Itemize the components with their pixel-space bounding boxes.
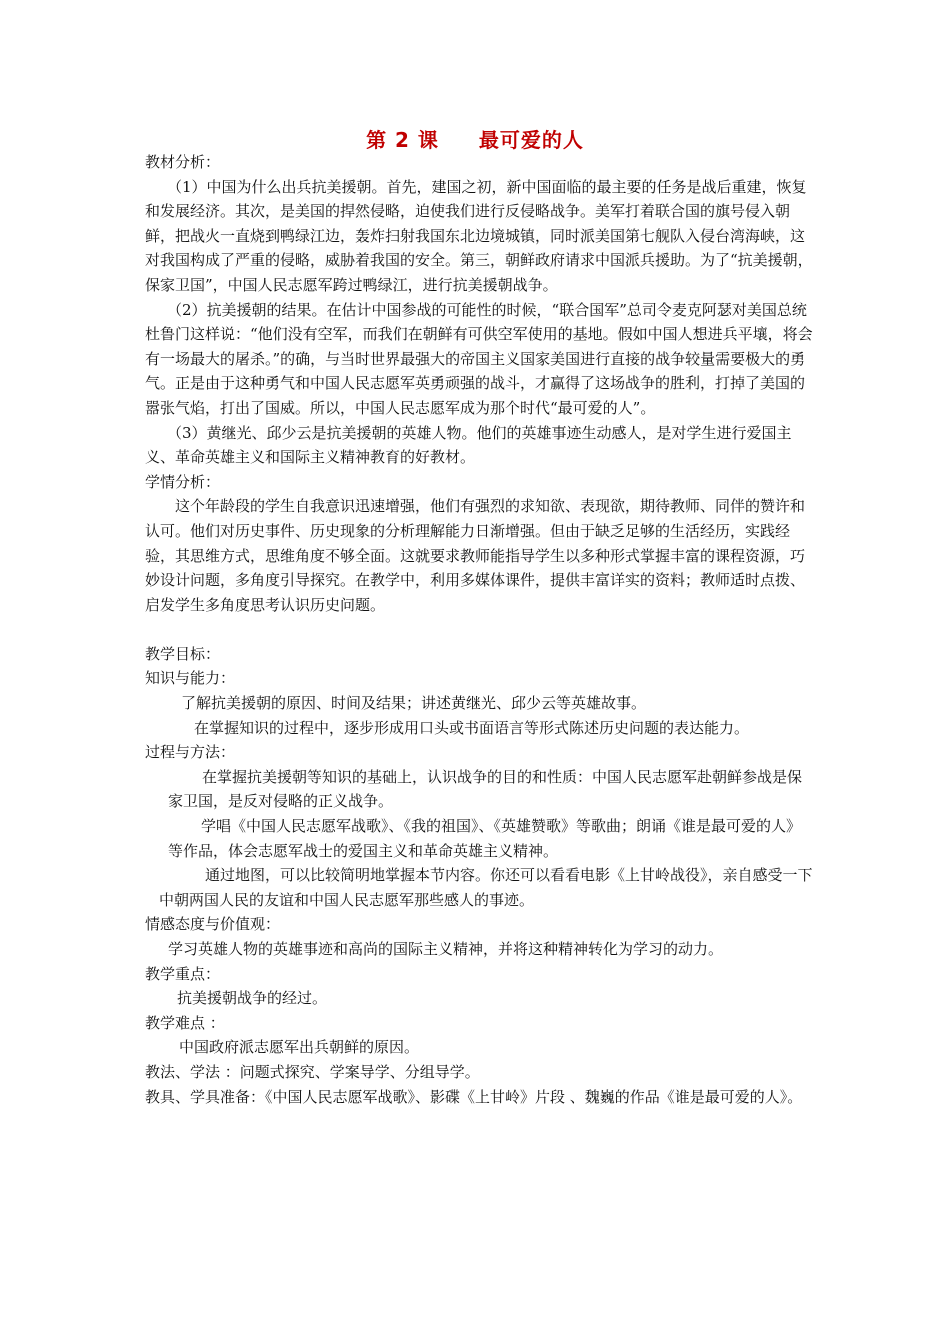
paragraph-teaching-methods: 教法、学法 ：问题式探究、学案导学、分组导学。: [145, 1062, 480, 1081]
paragraph-textbook-1: （1）中国为什么出兵抗美援朝。首先，建国之初，新中国面临的最主要的任务是战后重建，恢复和发展经济。其次，是美国的捍然侵略，迫使我们进行反侵略战争。美军打着联合国的旗号侵入朝鲜，把战火一直烧到鸭绿江边，轰炸扫射我国东北边境城镇，同时派美国第七舰队入侵台湾海峡，这对我国构成了严重的侵略，威胁着我国的安全。第三，朝鲜政府请求中国派兵援助。为了“抗美援朝，保家卫国”，中国人民志愿军跨过鸭绿江，进行抗美援朝战争。: [145, 177, 813, 294]
subheading-knowledge-ability: 知识与能力：: [145, 669, 236, 688]
paragraph-emotion: 学习英雄人物的英雄事迹和高尚的国际主义精神，并将这种精神转化为学习的动力。: [168, 940, 724, 958]
paragraph-student-analysis: 这个年龄段的学生自我意识迅速增强，他们有强烈的求知欲、表现欲，期待教师、同伴的赞许和认可。他们对历史事件、历史现象的分析理解能力日渐增强。但由于缺乏足够的生活经历，实践经验，其思维方式，思维角度不够全面。这就要求教师能指导学生以多种形式掌握丰富的课程资源，巧妙设计问题，多角度引导探究。在教学中，利用多媒体课件，提供丰富详实的资料；教师适时点拨、启发学生多角度思考认识历史问题。: [145, 497, 806, 614]
section-heading-key-points: 教学重点：: [145, 964, 221, 983]
subheading-emotion-values: 情感态度与价值观：: [145, 915, 281, 934]
paragraph-process-3: 通过地图，可以比较简明地掌握本节内容。你还可以看看电影《上甘岭战役》，亲自感受一下中朝两国人民的友谊和中国人民志愿军那些感人的事迹。: [159, 866, 813, 909]
paragraph-textbook-2: （2）抗美援朝的结果。在估计中国参战的可能性的时候，“联合国军”总司令麦克阿瑟对美国总统杜鲁门这样说：“他们没有空军，而我们在朝鲜有可供空军使用的基地。假如中国人想进兵平壤，将会有一场最大的屠杀。”的确，与当时世界最强大的帝国主义国家美国进行直接的战争较量需要极大的勇气。正是由于这种勇气和中国人民志愿军英勇顽强的战斗，才赢得了这场战争的胜利，打掉了美国的嚣张气焰，打出了国威。所以，中国人民志愿军成为那个时代“最可爱的人”。: [145, 300, 813, 417]
paragraph-knowledge-1: 了解抗美援朝的原因、时间及结果；讲述黄继光、邱少云等英雄故事。: [181, 694, 647, 713]
lesson-number: 第 2 课: [366, 128, 439, 152]
section-heading-difficulties: 教学难点 ：: [145, 1013, 225, 1032]
paragraph-process-1: 在掌握抗美援朝等知识的基础上，认识战争的目的和性质：中国人民志愿军赴朝鲜参战是保家卫国，是反对侵略的正义战争。: [168, 767, 803, 811]
paragraph-key-points: 抗美援朝战争的经过。: [177, 989, 328, 1008]
blank-line: [145, 617, 813, 642]
page-title: [0, 124, 950, 153]
section-heading-student-analysis: 学情分析：: [145, 472, 221, 491]
paragraph-difficulties: 中国政府派志愿军出兵朝鲜的原因。: [179, 1038, 420, 1057]
section-heading-teaching-goals: 教学目标：: [145, 644, 221, 663]
subheading-process-method: 过程与方法：: [145, 743, 236, 762]
paragraph-textbook-3: （3）黄继光、邱少云是抗美援朝的英雄人物。他们的英雄事迹生动感人，是对学生进行爱国主义、革命英雄主义和国际主义精神教育的好教材。: [145, 423, 792, 467]
document-body: [145, 150, 813, 1109]
paragraph-process-2: 学唱《中国人民志愿军战歌》、《我的祖国》、《英雄赞歌》等歌曲；朗诵《谁是最可爱的人》等作品，体会志愿军战士的爱国主义和革命英雄主义精神。: [168, 817, 802, 860]
lesson-name: 最可爱的人: [478, 128, 584, 152]
section-heading-textbook-analysis: 教材分析：: [145, 153, 221, 171]
paragraph-knowledge-2: 在掌握知识的过程中，逐步形成用口头或书面语言等形式陈述历史问题的表达能力。: [194, 718, 750, 737]
paragraph-teaching-materials: 教具、学具准备：《中国人民志愿军战歌》、影碟《上甘岭》片段 、魏巍的作品《谁是最可爱的人》。: [145, 1087, 803, 1106]
